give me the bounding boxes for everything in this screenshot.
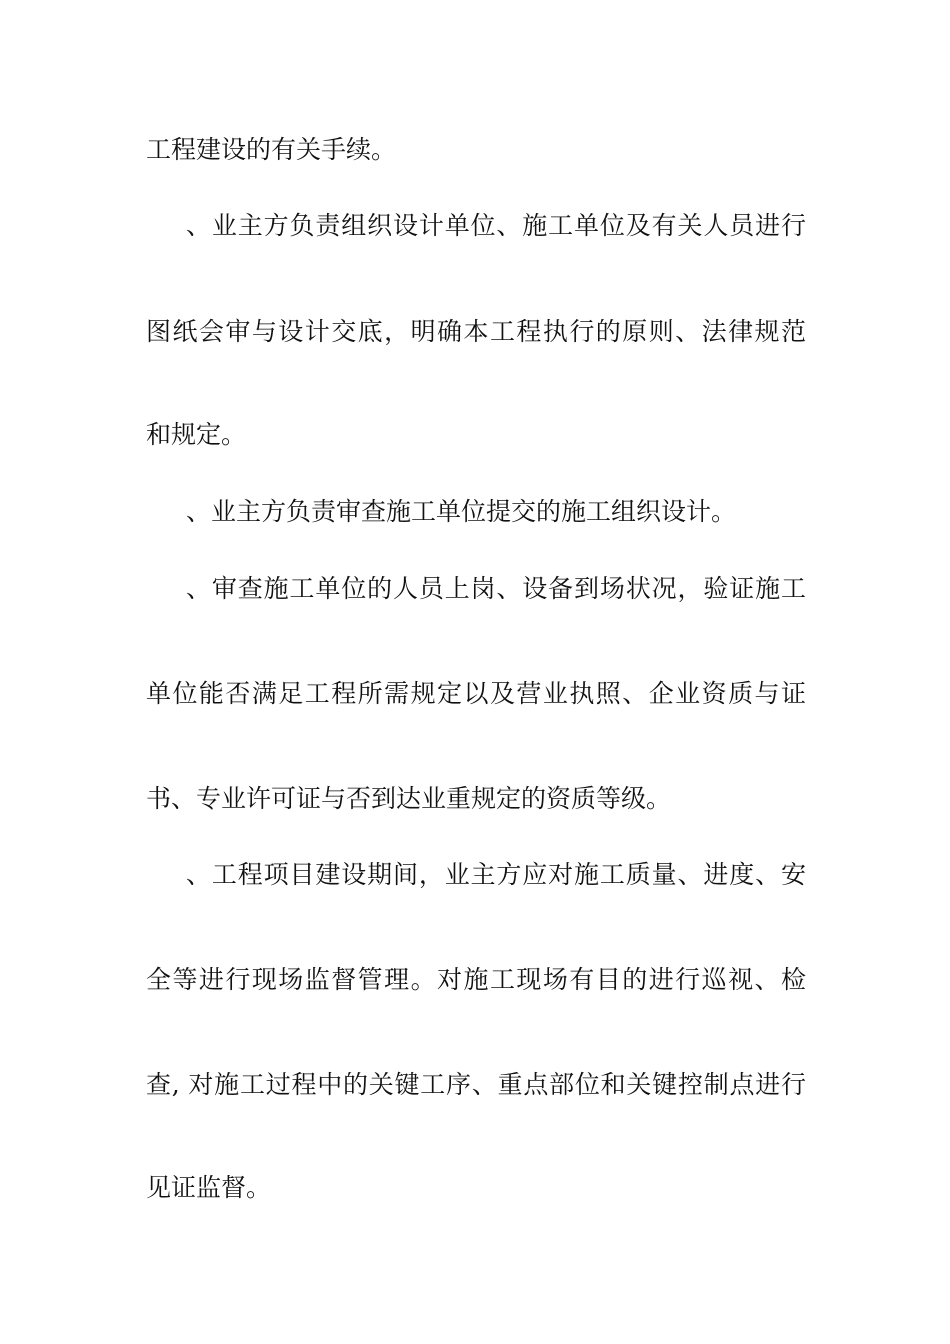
paragraph-line-1: 工程建设的有关手续。 (146, 135, 397, 164)
paragraph-line-12: 见证监督。 (146, 1173, 272, 1202)
paragraph-line-8: 书、专业许可证与否到达业重规定的资质等级。 (146, 784, 672, 813)
paragraph-line-2: 、业主方负责组织设计单位、施工单位及有关人员进行 (186, 211, 806, 240)
paragraph-line-4: 和规定。 (146, 420, 247, 449)
paragraph-line-6: 、审查施工单位的人员上岗、设备到场状况，验证施工 (186, 574, 806, 603)
paragraph-line-7: 单位能否满足工程所需规定以及营业执照、企业资质与证 (146, 679, 806, 708)
paragraph-line-3: 图纸会审与设计交底，明确本工程执行的原则、法律规范 (146, 317, 806, 346)
paragraph-line-11: 查, 对施工过程中的关键工序、重点部位和关键控制点进行 (146, 1070, 806, 1099)
paragraph-line-9: 、工程项目建设期间，业主方应对施工质量、进度、安 (186, 860, 806, 889)
paragraph-line-10: 全等进行现场监督管理。对施工现场有目的进行巡视、检 (146, 965, 806, 994)
paragraph-line-5: 、业主方负责审查施工单位提交的施工组织设计。 (186, 497, 737, 526)
